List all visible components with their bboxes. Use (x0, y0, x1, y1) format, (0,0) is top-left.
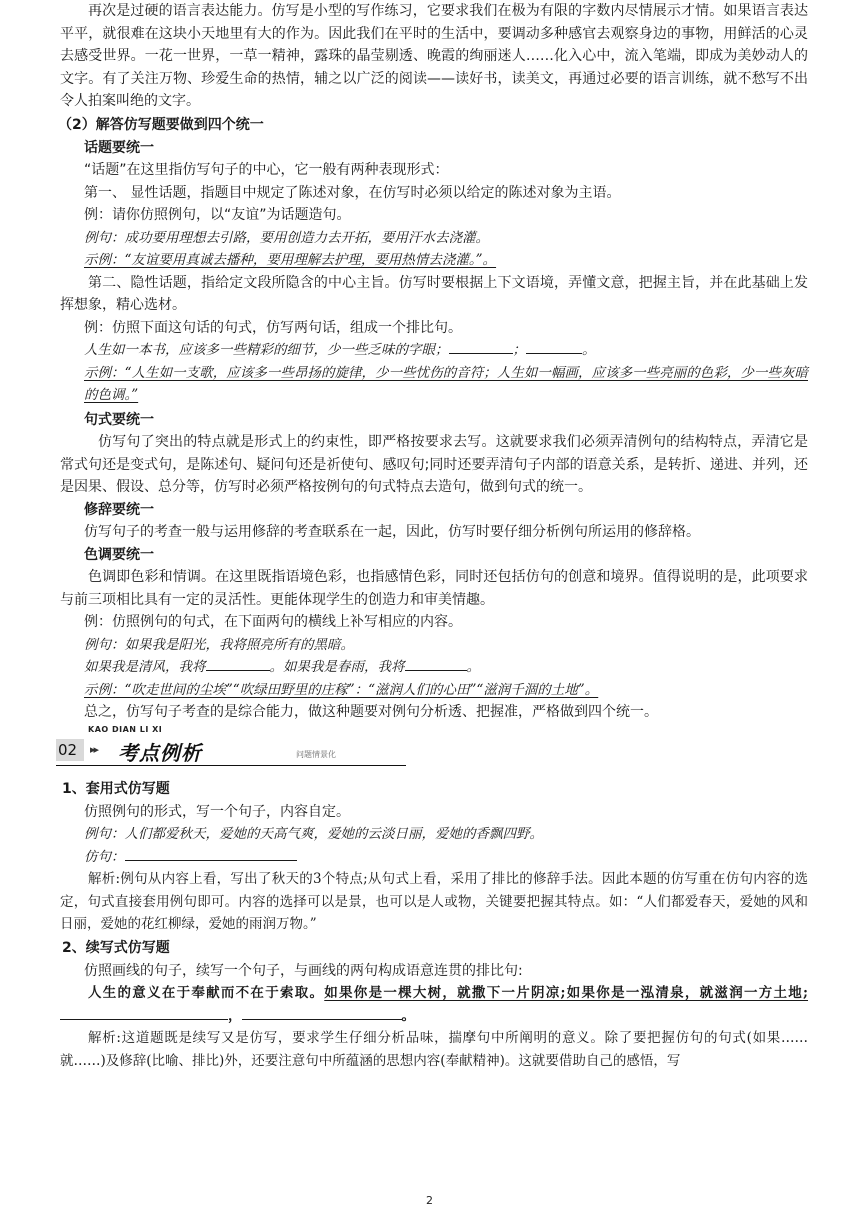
form-heading: 句式要统一 (84, 411, 154, 428)
implicit-example-sentence: 人生如一本书，应该多一些精彩的细节，少一些乏味的字眼； ； 。 (60, 339, 808, 362)
tone-sample-answer: 示例：“吹走世间的尘埃”“吹绿田野里的庄稼”：“滋润人们的心田”“滋润千涸的土地”。 (84, 681, 599, 698)
answer-blank[interactable] (449, 339, 513, 354)
page-number: 2 (426, 1194, 433, 1207)
answer-blank[interactable] (125, 846, 297, 861)
tone-paragraph: 色调即色彩和情调。在这里既指语境色彩，也指感情色彩，同时还包括仿句的创意和境界。值得说明的是，此项要求与前三项相比具有一定的灵活性。更能体现学生的创造力和审美情趣。 (60, 569, 808, 608)
answer-blank[interactable] (206, 656, 270, 671)
summary-paragraph: 总之，仿写句子考查的是综合能力，做这种题要对例句分析透、把握准，严格做到四个统一。 (84, 704, 658, 720)
section-banner (58, 724, 808, 771)
example1-analysis: 解析:例句从内容上看，写出了秋天的3个特点;从句式上看，采用了排比的修辞手法。因此本题的仿写重在仿句内容的选定，句式直接套用例句即可。内容的选择可以是景，也可以是人或物，关键要把握其特点。如：“人们都爱春天，爱她的风和日丽，爱她的花红柳绿，爱她的雨润万物。” (60, 871, 808, 932)
example2-sentence: 人生的意义在于奉献而不在于索取。如果你是一棵大树，就撒下一片阴凉;如果你是一泓清泉，就滋润一方土地;， 。 (60, 982, 808, 1027)
form-paragraph: 仿写句了突出的特点就是形式上的约束性，即严格按要求去写。这就要求我们必须弄清例句的结构特点，弄清它是常式句还是变式句，是陈述句、疑问句还是祈使句、感叹句;同时还要弄清句子内部的语意关系，是转折、递进、并列，还是因果、假设、总分等，仿写时必须严格按例句的句式特点去造句，做到句式的统一。 (60, 434, 808, 495)
banner-rule (56, 765, 406, 767)
banner-number: 02 (56, 739, 84, 761)
banner-subtitle: 问题情景化 (296, 749, 336, 759)
explicit-sample-answer: 示例：“友谊要用真诚去播种，要用理解去护理，要用热情去浇灌。”。 (84, 252, 497, 268)
intro-paragraph: 再次是过硬的语言表达能力。仿写是小型的写作练习，它要求我们在极为有限的字数内尽情展示才情。如果语言表达平平，就很难在这块小天地里有大的作为。因此我们在平时的生活中，要调动多种感官去观察身边的事物，用鲜活的心灵去感受世界。一花一世界，一草一精神，露珠的晶莹剔透、晚霞的绚丽迷人……化入心中，流入笔端，即成为美妙动人的文字。有了关注万物、珍爱生命的热情，辅之以广泛的阅读——读好书，读美文，再通过必要的语言训练，就不愁写不出令人拍案叫绝的文字。 (60, 3, 808, 109)
example1-answer-line: 仿句： (60, 846, 808, 869)
tone-task: 例：仿照例句的句式，在下面两句的横线上补写相应的内容。 (84, 614, 462, 630)
rhetoric-heading: 修辞要统一 (84, 501, 154, 518)
explicit-topic: 第一、 显性话题，指题目中规定了陈述对象，在仿写时必须以给定的陈述对象为主语。 (84, 184, 621, 201)
explicit-example-sentence: 例句：成功要用理想去引路，要用创造力去开拓，要用汗水去浇灌。 (84, 229, 489, 246)
implicit-topic-task: 例：仿照下面这句话的句式，仿写两句话，组成一个排比句。 (84, 319, 462, 336)
example2-task: 仿照画线的句子，续写一个句子，与画线的两句构成语意连贯的排比句: (84, 962, 523, 979)
answer-blank[interactable] (405, 656, 467, 671)
answer-blank[interactable] (526, 339, 582, 354)
document-page (60, 0, 808, 1072)
implicit-sample-answer: 示例：“人生如一支歌，应该多一些昂扬的旋律，少一些忧伤的音符；人生如一幅画，应该多一些亮丽的色彩，少一些灰暗的色调。” (84, 364, 808, 403)
tone-heading: 色调要统一 (84, 546, 154, 563)
example1-heading: 1、套用式仿写题 (62, 780, 170, 797)
example1-task: 仿照例句的形式，写一个句子，内容自定。 (84, 803, 350, 820)
banner-pinyin: KAO DIAN LI XI (88, 724, 163, 734)
example1-sentence: 例句：人们都爱秋天，爱她的天高气爽，爱她的云淡日丽，爱她的香飘四野。 (84, 826, 543, 842)
implicit-topic: 第二、隐性话题，指给定文段所隐含的中心主旨。仿写时要根据上下文语境，弄懂文意，把握主旨，并在此基础上发挥想象，精心选材。 (60, 274, 808, 313)
answer-blank[interactable] (60, 1005, 228, 1020)
answer-blank[interactable] (242, 1005, 402, 1020)
double-arrow-icon: ▸▸ (90, 742, 98, 756)
explicit-topic-task: 例：请你仿照例句，以“友谊”为话题造句。 (84, 207, 351, 223)
tone-example-sentence: 例句：如果我是阳光，我将照亮所有的黑暗。 (84, 636, 354, 653)
topic-heading: 话题要统一 (84, 139, 154, 156)
rhetoric-paragraph: 仿写句子的考查一般与运用修辞的考查联系在一起，因此，仿写时要仔细分析例句所运用的修辞格。 (84, 524, 700, 540)
example2-analysis: 解析:这道题既是续写又是仿写，要求学生仔细分析品味，揣摩句中所阐明的意义。除了要把握仿句的句式(如果……就……)及修辞(比喻、排比)外，还要注意句中所蕴涵的思想内容(奉献精神)。这就要借助自己的感悟，写 (60, 1030, 808, 1069)
tone-exercise: 如果我是清风，我将 。如果我是春雨，我将 。 (60, 656, 808, 679)
topic-definition: “话题”在这里指仿写句子的中心，它一般有两种表现形式： (84, 162, 449, 178)
example2-heading: 2、续写式仿写题 (62, 939, 170, 956)
banner-title: 考点例析 (118, 740, 202, 765)
section-heading: （2）解答仿写题要做到四个统一 (58, 116, 264, 133)
